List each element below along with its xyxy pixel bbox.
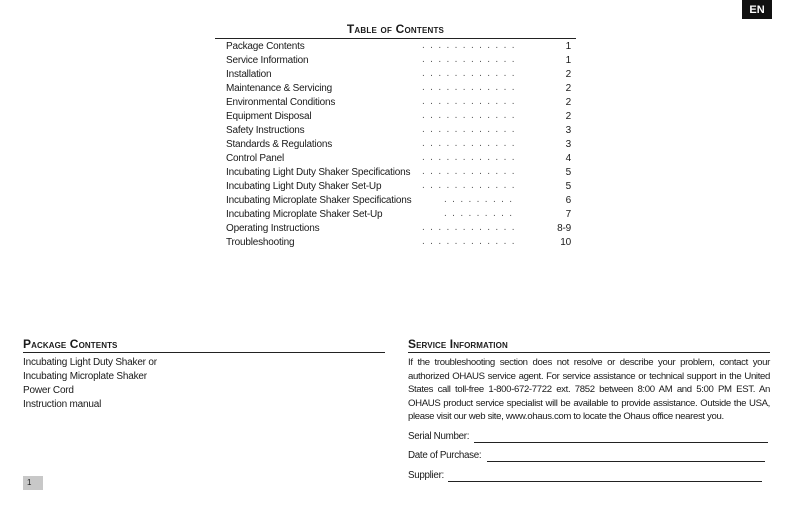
service-information-divider (408, 352, 770, 353)
toc-entry-label: Environmental Conditions (226, 97, 336, 108)
toc-entry-page: 10 (560, 237, 571, 248)
language-badge: EN (742, 0, 772, 19)
toc-entry[interactable] (226, 152, 576, 166)
toc-entry-page: 3 (565, 139, 571, 150)
list-item: Incubating Microplate Shaker (23, 371, 147, 382)
toc-entry-label: Incubating Microplate Shaker Specifications (226, 195, 412, 206)
toc-entry-label: Standards & Regulations (226, 139, 333, 150)
toc-entry[interactable] (226, 166, 576, 180)
toc-entry-label: Equipment Disposal (226, 111, 312, 122)
serial-number-field[interactable] (408, 431, 768, 445)
page-number: 1 (23, 476, 43, 490)
toc-entry-label: Safety Instructions (226, 125, 305, 136)
list-item: Instruction manual (23, 399, 102, 410)
toc-leader-dots: . . . . . . . . . . . . (422, 110, 516, 121)
toc-leader-dots: . . . . . . . . . . . . (422, 124, 516, 135)
toc-entry-label: Operating Instructions (226, 223, 320, 234)
toc-entry-label: Service Information (226, 55, 309, 66)
service-information-body: If the troubleshooting section does not resolve or describe your problem, contact your authorized OHAUS service agent. For service assistance or technical support in the United States call toll-free 1-800-672-7722 ext. 7852 between 8:00 AM and 5:00 PM EST. An OHAUS product service specialist will be available to provide assistance. Outside the USA, please visit our web site, www.ohaus.com to locate the Ohaus office nearest you. (408, 357, 770, 422)
toc-entry[interactable] (226, 40, 576, 54)
toc-divider (215, 38, 576, 39)
toc-leader-dots: . . . . . . . . . . . . (422, 236, 516, 247)
toc-entry[interactable] (226, 208, 576, 222)
toc-entry[interactable] (226, 110, 576, 124)
toc-entry-page: 5 (565, 167, 571, 178)
toc-entry-label: Incubating Light Duty Shaker Set-Up (226, 181, 382, 192)
toc-entry-label: Package Contents (226, 41, 305, 52)
toc-entry-label: Incubating Microplate Shaker Set-Up (226, 209, 383, 220)
toc-entry[interactable] (226, 124, 576, 138)
list-item: Power Cord (23, 385, 74, 396)
serial-number-line[interactable] (474, 442, 768, 443)
toc-leader-dots: . . . . . . . . . . . . (422, 40, 516, 51)
date-of-purchase-field[interactable] (408, 450, 765, 464)
toc-entry-label: Installation (226, 69, 272, 80)
toc-entry-page: 4 (565, 153, 571, 164)
supplier-line[interactable] (448, 481, 762, 482)
toc-entry[interactable] (226, 54, 576, 68)
toc-list (226, 40, 576, 250)
toc-leader-dots: . . . . . . . . . . . . (422, 68, 516, 79)
toc-entry-label: Troubleshooting (226, 237, 295, 248)
package-contents-title: Package Contents (23, 337, 118, 351)
toc-entry-page: 3 (565, 125, 571, 136)
toc-entry-label: Maintenance & Servicing (226, 83, 333, 94)
toc-leader-dots: . . . . . . . . . (444, 208, 514, 219)
toc-leader-dots: . . . . . . . . . . . . (422, 82, 516, 93)
service-information-title: Service Information (408, 337, 508, 351)
toc-entry-page: 7 (565, 209, 571, 220)
toc-entry[interactable] (226, 180, 576, 194)
toc-entry-page: 5 (565, 181, 571, 192)
toc-entry[interactable] (226, 222, 576, 236)
toc-entry-page: 2 (565, 111, 571, 122)
supplier-field[interactable] (408, 470, 762, 484)
toc-entry-page: 2 (565, 69, 571, 80)
toc-entry[interactable] (226, 194, 576, 208)
toc-leader-dots: . . . . . . . . . (444, 194, 514, 205)
toc-leader-dots: . . . . . . . . . . . . (422, 166, 516, 177)
serial-number-label: Serial Number: (408, 431, 470, 442)
toc-entry-page: 2 (565, 83, 571, 94)
toc-leader-dots: . . . . . . . . . . . . (422, 222, 516, 233)
toc-entry[interactable] (226, 68, 576, 82)
package-contents-divider (23, 352, 385, 353)
toc-entry[interactable] (226, 236, 576, 250)
toc-leader-dots: . . . . . . . . . . . . (422, 96, 516, 107)
supplier-label: Supplier: (408, 470, 444, 481)
list-item: Incubating Light Duty Shaker or (23, 357, 157, 368)
date-of-purchase-label: Date of Purchase: (408, 450, 482, 461)
toc-entry[interactable] (226, 82, 576, 96)
toc-entry-page: 6 (565, 195, 571, 206)
toc-entry-label: Incubating Light Duty Shaker Specifications (226, 167, 411, 178)
toc-title: Table of Contents (346, 22, 445, 36)
toc-entry-page: 1 (565, 41, 571, 52)
date-of-purchase-line[interactable] (487, 461, 765, 462)
toc-leader-dots: . . . . . . . . . . . . (422, 54, 516, 65)
toc-leader-dots: . . . . . . . . . . . . (422, 152, 516, 163)
toc-entry[interactable] (226, 96, 576, 110)
toc-leader-dots: . . . . . . . . . . . . (422, 138, 516, 149)
toc-entry-page: 8-9 (557, 223, 571, 234)
toc-entry-label: Control Panel (226, 153, 284, 164)
toc-entry-page: 2 (565, 97, 571, 108)
toc-leader-dots: . . . . . . . . . . . . (422, 180, 516, 191)
package-contents-list (23, 356, 323, 412)
toc-entry[interactable] (226, 138, 576, 152)
toc-entry-page: 1 (565, 55, 571, 66)
